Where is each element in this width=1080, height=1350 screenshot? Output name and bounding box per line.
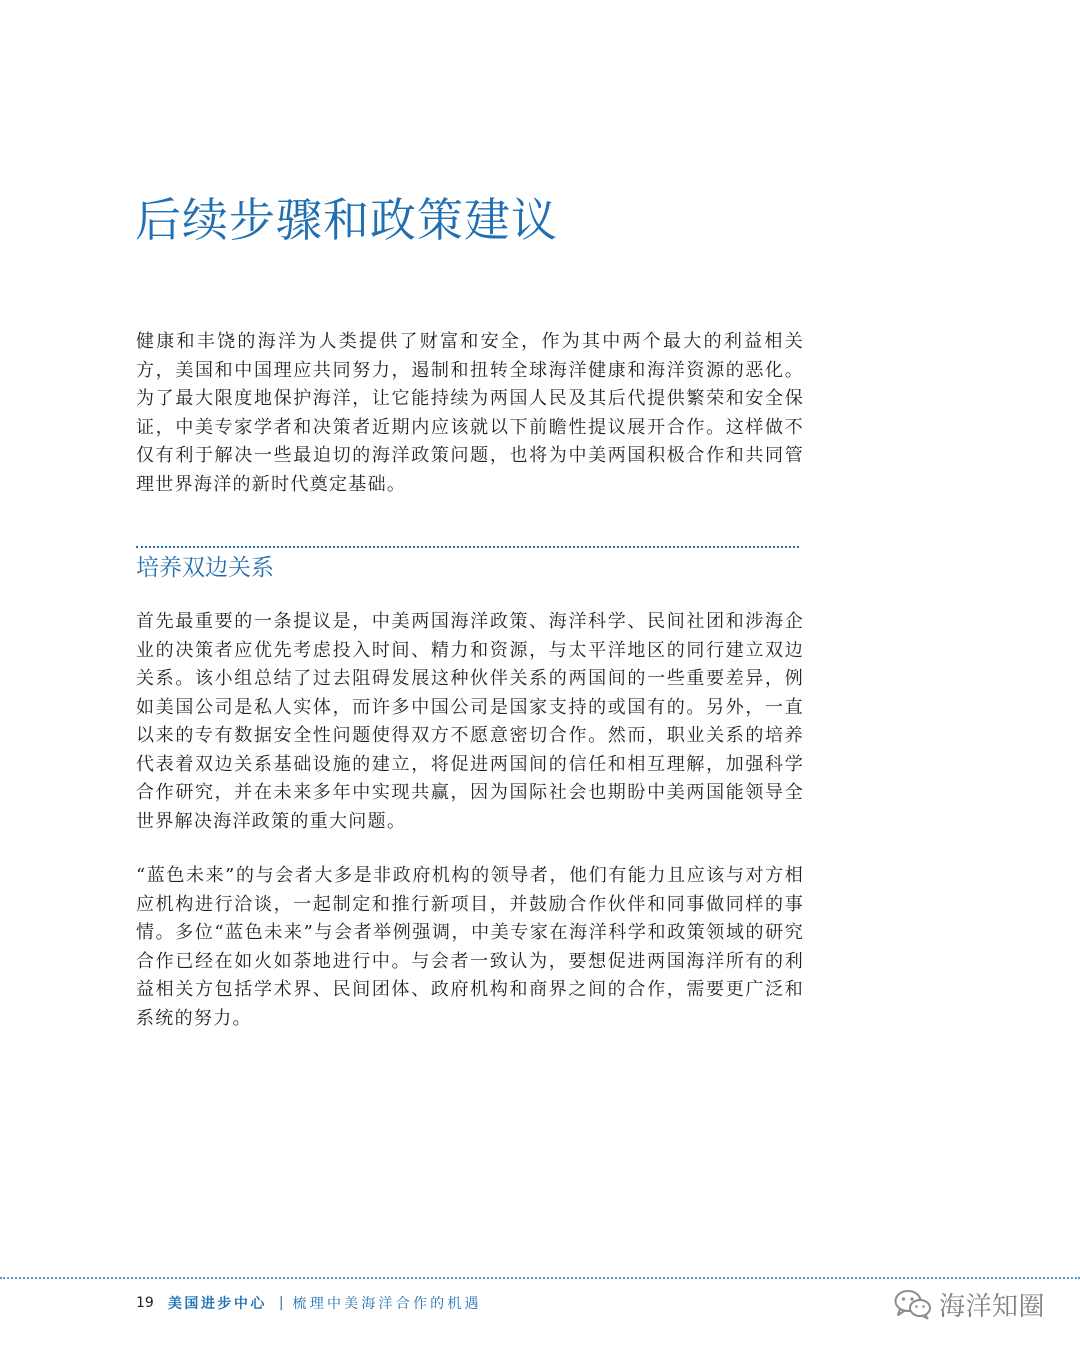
page-number: 19 [136, 1295, 154, 1311]
footer-separator: | [278, 1295, 284, 1311]
page-footer [136, 1290, 482, 1316]
section-paragraph: “蓝色未来”的与会者大多是非政府机构的领导者，他们有能力且应该与对方相应机构进行洽谈，一起制定和推行新项目，并鼓励合作伙伴和同事做同样的事情。多位“蓝色未来”与会者举例强调，中美专家在海洋科学和政策领域的研究合作已经在如火如荼地进行中。与会者一致认为，要想促进两国海洋所有的利益相关方包括学术界、民间团体、政府机构和商界之间的合作，需要更广泛和系统的努力。 [136, 865, 804, 1029]
intro-paragraph: 健康和丰饶的海洋为人类提供了财富和安全，作为其中两个最大的利益相关方，美国和中国理应共同努力，遏制和扭转全球海洋健康和海洋资源的恶化。为了最大限度地保护海洋，让它能持续为两国人民及其后代提供繁荣和安全保证，中美专家学者和决策者近期内应该就以下前瞻性提议展开合作。这样做不仅有利于解决一些最迫切的海洋政策问题，也将为中美两国积极合作和共同管理世界海洋的新时代奠定基础。 [136, 331, 804, 495]
wechat-icon [893, 1288, 933, 1320]
section-divider [136, 546, 799, 548]
footer-organization: 美国进步中心 [167, 1296, 267, 1312]
watermark-text: 海洋知圈 [939, 1291, 1046, 1322]
section-heading: 培养双边关系 [136, 555, 274, 581]
footer-divider [0, 1277, 1080, 1279]
footer-series-title: 梳理中美海洋合作的机遇 [292, 1296, 482, 1312]
section-paragraph: 首先最重要的一条提议是，中美两国海洋政策、海洋科学、民间社团和涉海企业的决策者应优先考虑投入时间、精力和资源，与太平洋地区的同行建立双边关系。该小组总结了过去阻碍发展这种伙伴关系的两国间的一些重要差异，例如美国公司是私人实体，而许多中国公司是国家支持的或国有的。另外，一直以来的专有数据安全性问题使得双方不愿意密切合作。然而，职业关系的培养代表着双边关系基础设施的建立，将促进两国间的信任和相互理解，加强科学合作研究，并在未来多年中实现共赢，因为国际社会也期盼中美两国能领导全世界解决海洋政策的重大问题。 [136, 611, 804, 832]
page-title: 后续步骤和政策建议 [135, 193, 558, 247]
watermark [893, 1284, 1045, 1324]
